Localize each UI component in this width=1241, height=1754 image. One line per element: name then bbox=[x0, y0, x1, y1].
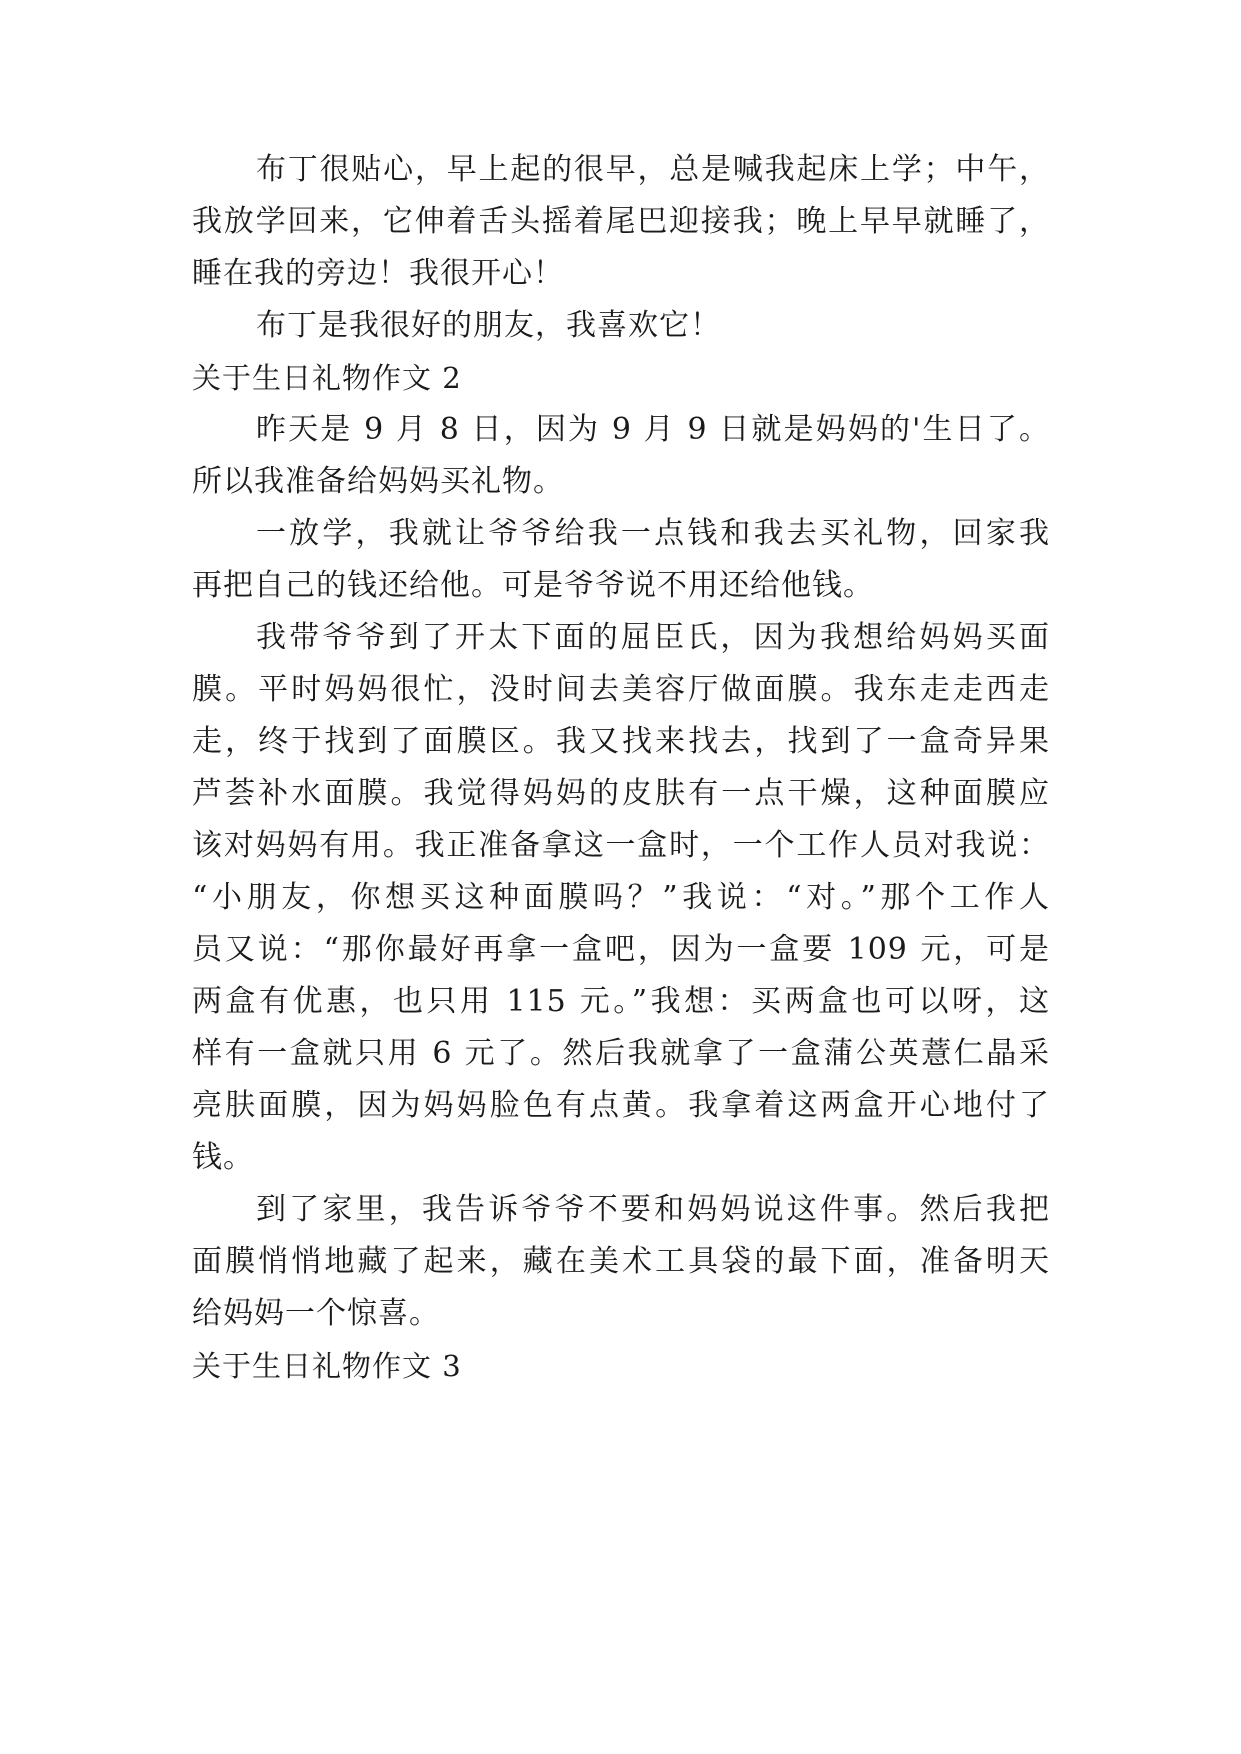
paragraph-line: 两盒有优惠，也只用 115 元。”我想：买两盒也可以呀，这 bbox=[192, 984, 1050, 1019]
paragraph-line: 样有一盒就只用 6 元了。然后我就拿了一盒蒲公英薏仁晶采 bbox=[192, 1036, 1050, 1071]
paragraph-line: “小朋友，你想买这种面膜吗？”我说：“对。”那个工作人 bbox=[192, 880, 1050, 915]
paragraph-line: 我放学回来，它伸着舌头摇着尾巴迎接我；晚上早早就睡了， bbox=[192, 204, 1050, 239]
paragraph-line: 该对妈妈有用。我正准备拿这一盒时，一个工作人员对我说： bbox=[192, 828, 1050, 863]
section-heading: 关于生日礼物作文 3 bbox=[192, 1349, 462, 1383]
paragraph-line: 昨天是 9 月 8 日，因为 9 月 9 日就是妈妈的'生日了。 bbox=[256, 412, 1050, 447]
paragraph-line: 布丁是我很好的朋友，我喜欢它！ bbox=[256, 308, 721, 343]
paragraph-line: 再把自己的钱还给他。可是爷爷说不用还给他钱。 bbox=[192, 568, 874, 603]
paragraph-line: 芦荟补水面膜。我觉得妈妈的皮肤有一点干燥，这种面膜应 bbox=[192, 776, 1050, 811]
paragraph-line: 膜。平时妈妈很忙，没时间去美容厅做面膜。我东走走西走 bbox=[192, 672, 1050, 707]
paragraph-line: 亮肤面膜，因为妈妈脸色有点黄。我拿着这两盒开心地付了 bbox=[192, 1088, 1050, 1123]
section-heading: 关于生日礼物作文 2 bbox=[192, 361, 462, 395]
paragraph-line: 到了家里，我告诉爷爷不要和妈妈说这件事。然后我把 bbox=[256, 1192, 1050, 1227]
paragraph-line: 我带爷爷到了开太下面的屈臣氏，因为我想给妈妈买面 bbox=[256, 620, 1050, 655]
paragraph-line: 走，终于找到了面膜区。我又找来找去，找到了一盒奇异果 bbox=[192, 724, 1050, 759]
paragraph-line: 面膜悄悄地藏了起来，藏在美术工具袋的最下面，准备明天 bbox=[192, 1244, 1050, 1279]
paragraph-line: 钱。 bbox=[192, 1140, 254, 1175]
paragraph-line: 一放学，我就让爷爷给我一点钱和我去买礼物，回家我 bbox=[256, 516, 1050, 551]
paragraph-line: 所以我准备给妈妈买礼物。 bbox=[192, 464, 564, 499]
paragraph-line: 给妈妈一个惊喜。 bbox=[192, 1296, 440, 1331]
paragraph-line: 员又说：“那你最好再拿一盒吧，因为一盒要 109 元，可是 bbox=[192, 932, 1050, 967]
paragraph-line: 睡在我的旁边！我很开心！ bbox=[192, 256, 564, 291]
paragraph-line: 布丁很贴心，早上起的很早，总是喊我起床上学；中午， bbox=[256, 152, 1050, 187]
